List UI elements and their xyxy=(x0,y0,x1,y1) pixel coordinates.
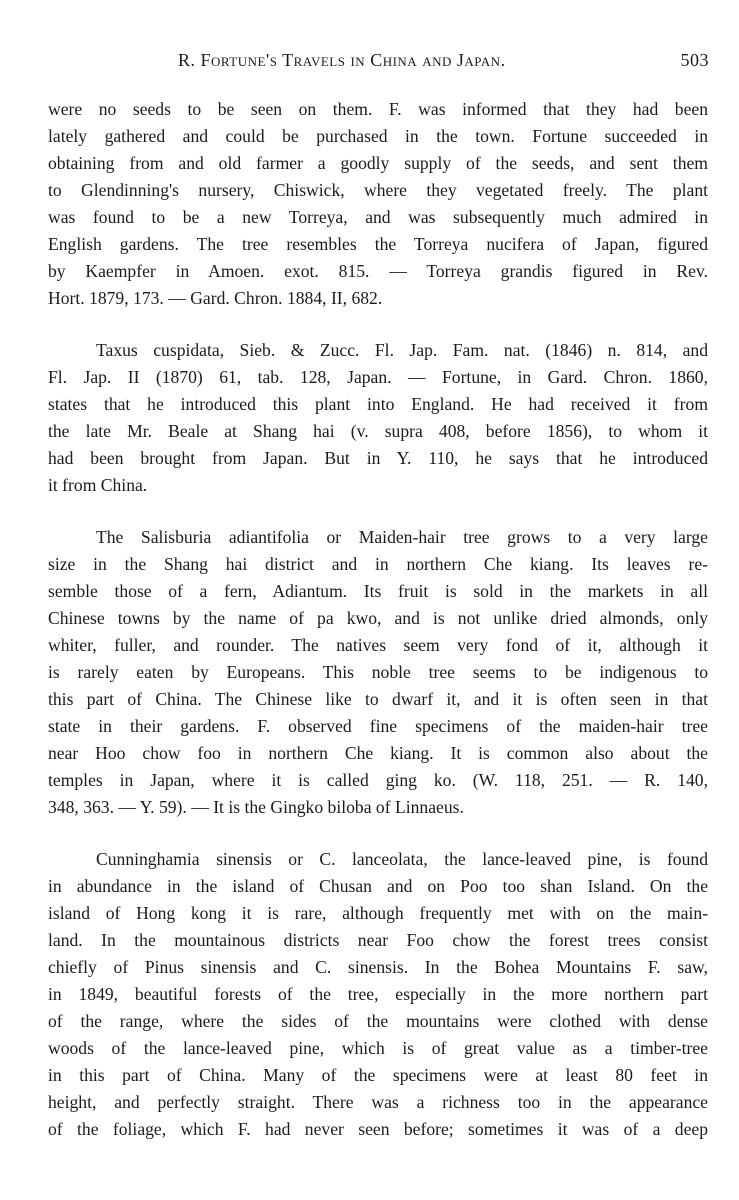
text-line: by Kaempfer in Amoen. exot. 815. — Torreya grandis figured in Rev. xyxy=(48,261,708,281)
text-line: were no seeds to be seen on them. F. was informed that they had been xyxy=(48,99,708,119)
text-line: Hort. 1879, 173. — Gard. Chron. 1884, II, 682. xyxy=(48,288,383,308)
text-line: size in the Shang hai district and in northern Che kiang. Its leaves re- xyxy=(48,554,708,574)
text-line: had been brought from Japan. But in Y. 110, he says that he introduced xyxy=(48,448,708,468)
running-title: R. Fortune's Travels in China and Japan. xyxy=(178,50,506,70)
text-line: in abundance in the island of Chusan and on Poo too shan Island. On the xyxy=(48,876,708,896)
running-head xyxy=(48,50,709,76)
text-line: in this part of China. Many of the specimens were at least 80 feet in xyxy=(48,1065,708,1085)
text-line: temples in Japan, where it is called ging ko. (W. 118, 251. — R. 140, xyxy=(48,770,708,790)
page-body xyxy=(48,96,708,1143)
text-line: state in their gardens. F. observed fine specimens of the maiden-hair tree xyxy=(48,716,708,736)
text-line: land. In the mountainous districts near Foo chow the forest trees consist xyxy=(48,930,708,950)
text-line: semble those of a fern, Adiantum. Its fruit is sold in the markets in all xyxy=(48,581,708,601)
paragraph-cunninghamia xyxy=(48,846,708,1143)
text-line: lately gathered and could be purchased in the town. Fortune succeeded in xyxy=(48,126,708,146)
text-line: island of Hong kong it is rare, although frequently met with on the main- xyxy=(48,903,708,923)
text-line: it from China. xyxy=(48,475,148,495)
text-line: 348, 363. — Y. 59). — It is the Gingko biloba of Linnaeus. xyxy=(48,797,464,817)
text-line: was found to be a new Torreya, and was subsequently much admired in xyxy=(48,207,708,227)
text-line: near Hoo chow foo in northern Che kiang. It is common also about the xyxy=(48,743,708,763)
text-line: chiefly of Pinus sinensis and C. sinensis. In the Bohea Mountains F. saw, xyxy=(48,957,708,977)
text-line: The Salisburia adiantifolia or Maiden-hair tree grows to a very large xyxy=(96,527,708,547)
paragraph-torreya xyxy=(48,96,708,312)
page-number: 503 xyxy=(680,50,709,70)
text-line: Chinese towns by the name of pa kwo, and is not unlike dried almonds, only xyxy=(48,608,708,628)
text-line: English gardens. The tree resembles the Torreya nucifera of Japan, figured xyxy=(48,234,708,254)
paragraph-salisburia xyxy=(48,524,708,821)
paragraph-gap xyxy=(48,499,708,524)
text-line: to Glendinning's nursery, Chiswick, where they vegetated freely. The plant xyxy=(48,180,708,200)
text-line: whiter, fuller, and rounder. The natives seem very fond of it, although it xyxy=(48,635,708,655)
text-line: the late Mr. Beale at Shang hai (v. supra 408, before 1856), to whom it xyxy=(48,421,708,441)
paragraph-gap xyxy=(48,821,708,846)
text-line: of the range, where the sides of the mountains were clothed with dense xyxy=(48,1011,708,1031)
paragraph-taxus xyxy=(48,337,708,499)
paragraph-gap xyxy=(48,312,708,337)
text-line: in 1849, beautiful forests of the tree, especially in the more northern part xyxy=(48,984,708,1004)
text-line: Taxus cuspidata, Sieb. & Zucc. Fl. Jap. Fam. nat. (1846) n. 814, and xyxy=(96,340,708,360)
text-line: obtaining from and old farmer a goodly supply of the seeds, and sent them xyxy=(48,153,708,173)
text-line: states that he introduced this plant into England. He had received it from xyxy=(48,394,708,414)
text-line: height, and perfectly straight. There was a richness too in the appearance xyxy=(48,1092,708,1112)
text-line: woods of the lance-leaved pine, which is of great value as a timber-tree xyxy=(48,1038,708,1058)
text-line: is rarely eaten by Europeans. This noble tree seems to be indigenous to xyxy=(48,662,708,682)
text-line: Cunninghamia sinensis or C. lanceolata, the lance-leaved pine, is found xyxy=(96,849,708,869)
text-line: Fl. Jap. II (1870) 61, tab. 128, Japan. — Fortune, in Gard. Chron. 1860, xyxy=(48,367,708,387)
text-line: this part of China. The Chinese like to dwarf it, and it is often seen in that xyxy=(48,689,708,709)
text-line: of the foliage, which F. had never seen before; sometimes it was of a deep xyxy=(48,1119,708,1139)
